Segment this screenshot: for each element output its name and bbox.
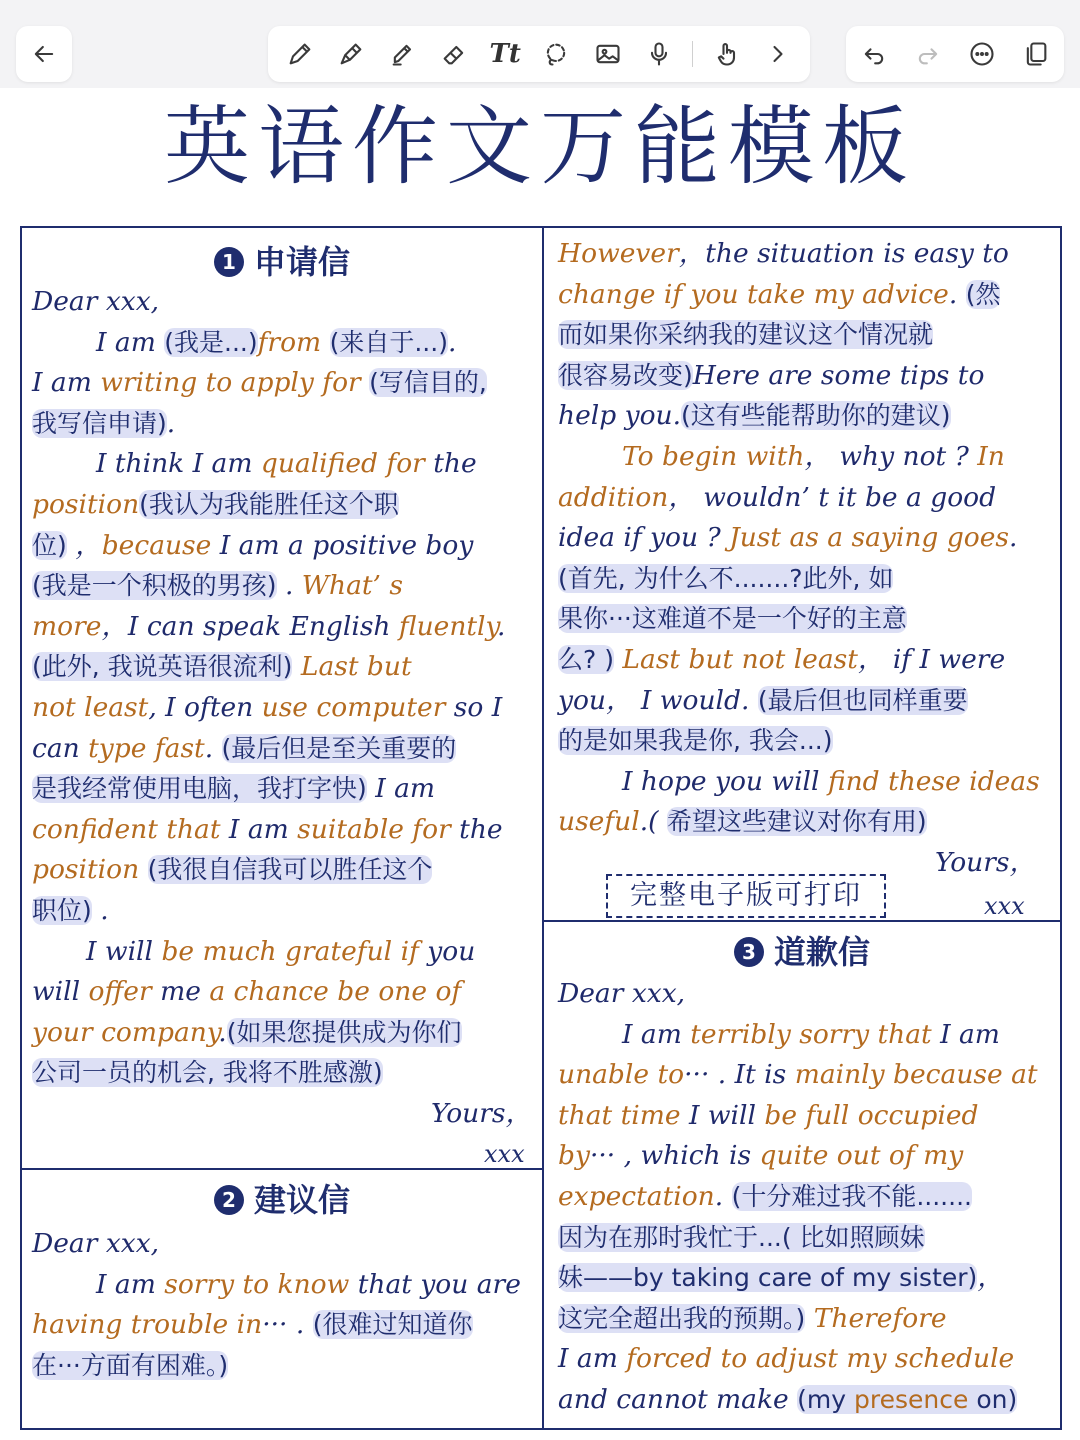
text-line: Dear xxx, xyxy=(32,286,160,317)
undo-icon[interactable] xyxy=(856,36,892,72)
apology-letter-body xyxy=(552,974,1060,1421)
text-line: useful.( 希望这些建议对你有用) xyxy=(558,806,927,838)
text-line: 果你···这难道不是一个好的主意 xyxy=(558,604,907,634)
text-line: your company.(如果您提供成为你们 xyxy=(32,1016,462,1048)
lasso-icon[interactable] xyxy=(538,36,574,72)
text-line: 这完全超出我的预期。) Therefore xyxy=(558,1302,947,1334)
history-tools-bar xyxy=(846,26,1064,82)
text-tool-label: Tt xyxy=(489,39,521,69)
text-line: 公司一员的机会, 我将不胜感激) xyxy=(32,1058,383,1088)
text-line: addition， wouldn’ t it be a good xyxy=(558,481,997,513)
text-line: change if you take my advice. (然 xyxy=(558,278,1001,310)
text-line: having trouble in··· . (很难过知道你 xyxy=(32,1309,473,1341)
text-line: I hope you will find these ideas xyxy=(622,765,1040,797)
text-line: Dear xxx, xyxy=(32,1228,160,1259)
section-number-2: 2 xyxy=(214,1185,244,1215)
text-line: confident that I am suitable for the xyxy=(32,813,503,845)
text-line: I am sorry to know that you are xyxy=(96,1268,521,1300)
hand-pointer-icon[interactable] xyxy=(709,36,745,72)
text-line: 妹——by taking care of my sister)， xyxy=(558,1262,1004,1294)
text-line: To begin with， why not ? In xyxy=(622,440,1005,472)
section-title: 建议信 xyxy=(253,1181,350,1219)
text-line: position (我很自信我可以胜任这个 xyxy=(32,854,433,886)
page-title: 英语作文万能模板 xyxy=(164,97,916,197)
application-letter-body xyxy=(26,282,540,1134)
text-line: Dear xxx, xyxy=(558,978,686,1009)
text-line: help you.(这有些能帮助你的建议) xyxy=(558,400,951,432)
back-button[interactable] xyxy=(16,26,72,82)
microphone-icon[interactable] xyxy=(641,36,677,72)
fountain-pen-icon[interactable] xyxy=(333,36,369,72)
section-heading xyxy=(22,1170,542,1230)
text-line: by··· , which is quite out of my xyxy=(558,1140,964,1172)
text-line: and cannot make (my presence on) xyxy=(558,1383,1018,1415)
text-line: that time I will be full occupied xyxy=(558,1099,979,1131)
text-line: unable to··· . It is mainly because at xyxy=(558,1059,1038,1091)
signature-name: xxx xyxy=(484,1140,525,1168)
text-line: more，I can speak English fluently. xyxy=(32,610,506,642)
toolbar-divider xyxy=(692,41,693,67)
section-heading xyxy=(544,922,1060,982)
text-line: 很容易改变)Here are some tips to xyxy=(558,359,985,391)
eraser-icon[interactable] xyxy=(436,36,472,72)
text-line: (首先, 为什么不.......?此外, 如 xyxy=(558,563,894,593)
text-line: 我写信申请). xyxy=(32,407,176,439)
pages-icon[interactable] xyxy=(1018,36,1054,72)
text-line: 在···方面有困难。) xyxy=(32,1350,229,1380)
drawing-tools-bar xyxy=(268,26,810,82)
text-line: can type fast. (最后但是至关重要的 xyxy=(32,732,457,764)
section-title: 道歉信 xyxy=(773,933,870,971)
text-line: 的是如果我是你, 我会...) xyxy=(558,726,833,756)
text-line: (此外, 我说英语很流利) Last but xyxy=(32,651,412,683)
text-line: I am forced to adjust my schedule xyxy=(558,1343,1015,1375)
text-line: I will be much grateful if you xyxy=(86,935,476,967)
text-line: 是我经常使用电脑，我打字快) I am xyxy=(32,773,436,805)
text-line: position(我认为我能胜任这个职 xyxy=(32,488,399,520)
signoff: Yours， xyxy=(935,846,1036,878)
text-line: (我是一个积极的男孩) . What’ s xyxy=(32,570,403,602)
text-line: 职位) . xyxy=(32,894,109,926)
text-line: not least, I often use computer so I xyxy=(32,691,503,723)
signoff: Yours， xyxy=(431,1097,532,1129)
text-line: 位) ，because I am a positive boy xyxy=(32,529,474,561)
text-line: 因为在那时我忙于...( 比如照顾妹 xyxy=(558,1222,925,1252)
highlighter-icon[interactable] xyxy=(385,36,421,72)
suggestion-letter-body xyxy=(26,1224,540,1386)
text-line: I am terribly sorry that I am xyxy=(622,1018,1000,1050)
section-number-3: 3 xyxy=(734,937,764,967)
printable-version-badge[interactable]: 完整电子版可打印 xyxy=(606,874,886,918)
text-line: you， I would. (最后但也同样重要 xyxy=(558,684,968,716)
back-arrow-icon[interactable] xyxy=(26,36,62,72)
pen-icon[interactable] xyxy=(282,36,318,72)
text-line: However，the situation is easy to xyxy=(558,238,1009,269)
signature-name: xxx xyxy=(984,892,1025,920)
section-title: 申请信 xyxy=(253,243,350,281)
text-line: will offer me a chance be one of xyxy=(32,976,462,1008)
text-line: I think I am qualified for the xyxy=(96,448,477,480)
text-line: I am writing to apply for (写信目的, xyxy=(32,367,487,399)
text-line: 而如果你采纳我的建议这个情况就 xyxy=(558,320,934,350)
section-number-1: 1 xyxy=(214,247,244,277)
text-tool-icon[interactable] xyxy=(487,36,523,72)
text-line: expectation. (十分难过我不能....... xyxy=(558,1180,972,1212)
more-icon[interactable] xyxy=(964,36,1000,72)
suggestion-letter-continued-body xyxy=(552,234,1060,884)
image-icon[interactable] xyxy=(590,36,626,72)
text-line: I am (我是...)from (来自于...). xyxy=(96,326,457,358)
text-line: idea if you ? Just as a saying goes. xyxy=(558,522,1018,554)
redo-icon[interactable] xyxy=(910,36,946,72)
top-toolbar xyxy=(0,0,1080,88)
text-line: 么? ) Last but not least， if I were xyxy=(558,643,1006,675)
chevron-right-icon[interactable] xyxy=(760,36,796,72)
